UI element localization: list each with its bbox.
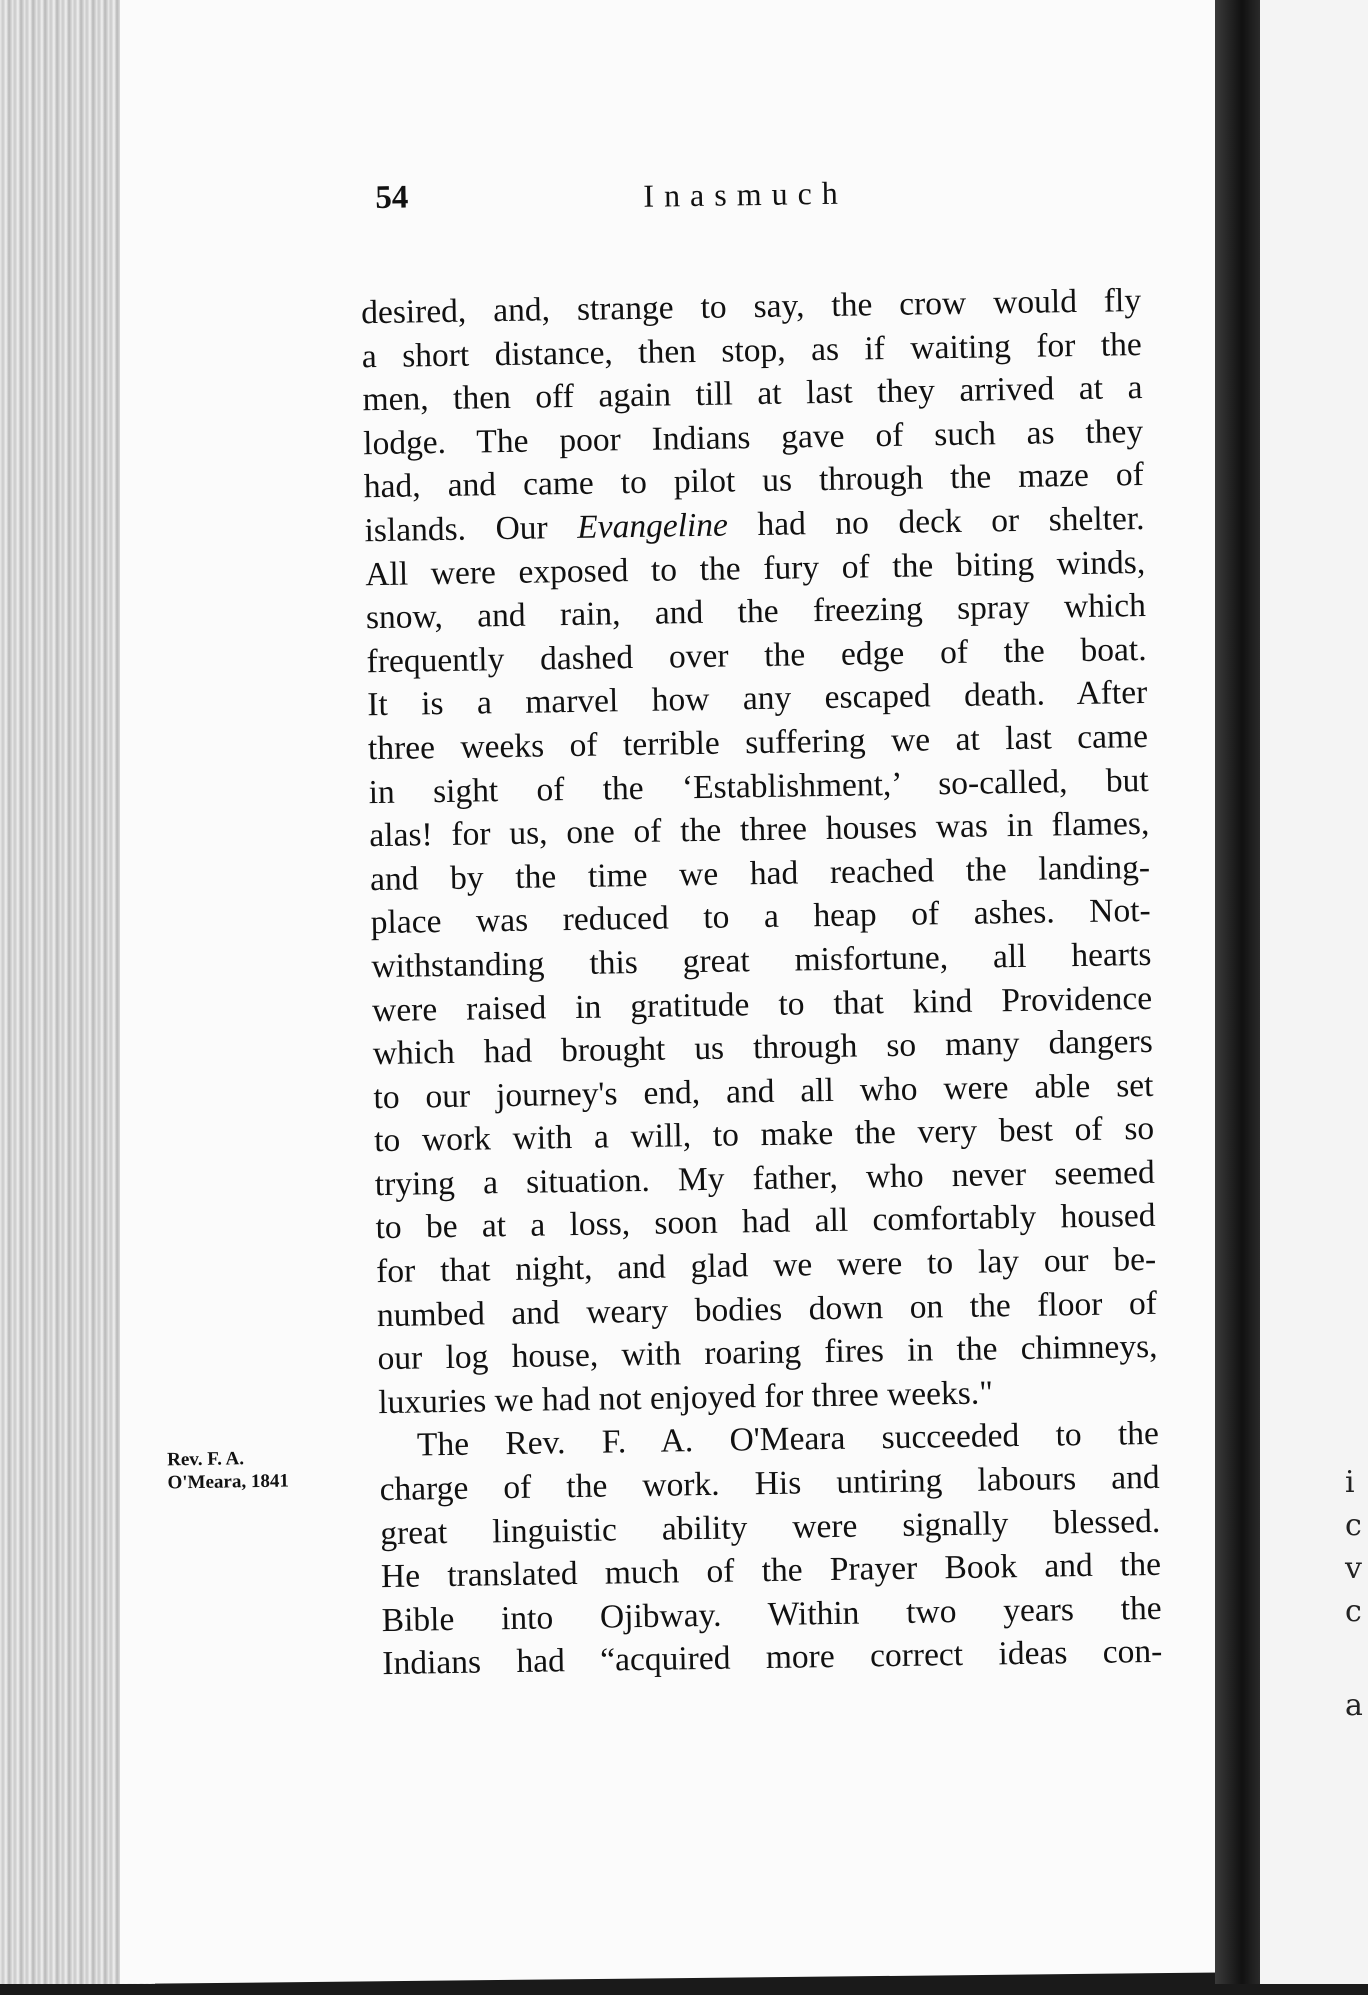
next-page-fragment: c bbox=[1345, 1508, 1362, 1543]
text-line: which had brought us through so many dangers bbox=[372, 1022, 1153, 1073]
text-line: lodge. The poor Indians gave of such as they bbox=[362, 412, 1144, 463]
page-number: 54 bbox=[375, 179, 409, 216]
text-line: luxuries we had not enjoyed for three weeks." bbox=[377, 1374, 994, 1421]
italic-ship-name: Evangeline bbox=[576, 506, 729, 546]
text-line: to be at a loss, soon had all comfortably housed bbox=[375, 1197, 1156, 1247]
margin-note bbox=[167, 1447, 289, 1495]
text-line: trying a situation. My father, who never seemed bbox=[374, 1153, 1156, 1204]
text-line: It is a marvel how any escaped death. After bbox=[367, 674, 1148, 724]
text-line: a short distance, then stop, as if waiting for the bbox=[361, 325, 1143, 375]
text-line: alas! for us, one of the three houses was in flames, bbox=[369, 805, 1150, 855]
next-page-fragment: i bbox=[1345, 1465, 1355, 1500]
next-page-fragment: a bbox=[1345, 1688, 1363, 1723]
text-line: for that night, and glad we were to lay our be- bbox=[375, 1240, 1157, 1291]
text-line: The Rev. F. A. O'Meara succeeded to the bbox=[416, 1415, 1160, 1464]
text-line: to work with a will, to make the very best of so bbox=[373, 1110, 1155, 1160]
margin-note-line: O'Meara, 1841 bbox=[167, 1470, 290, 1494]
text-line: were raised in gratitude to that kind Providence bbox=[371, 979, 1153, 1029]
next-page-fragment: c bbox=[1345, 1594, 1362, 1629]
text-line: three weeks of terrible suffering we at last came bbox=[367, 717, 1149, 768]
text-line: and by the time we had reached the landing- bbox=[369, 848, 1151, 898]
text-line: Indians had “acquired more correct ideas con- bbox=[382, 1633, 1163, 1683]
next-page-fragment: v bbox=[1345, 1551, 1362, 1586]
text-line: in sight of the ‘Establishment,’ so-called, but bbox=[368, 761, 1149, 811]
text-line: great linguistic ability were signally blessed. bbox=[380, 1502, 1161, 1552]
text-line: He translated much of the Prayer Book and the bbox=[380, 1546, 1162, 1596]
text-line: charge of the work. His untiring labours and bbox=[379, 1458, 1160, 1509]
text-line: our log house, with roaring fires in the chimneys, bbox=[377, 1328, 1158, 1378]
text-line: had, and came to pilot us through the maze of bbox=[363, 456, 1145, 506]
text-line: men, then off again till at last they arrived at a bbox=[362, 369, 1143, 419]
text-line: desired, and, strange to say, the crow would fly bbox=[360, 281, 1142, 332]
text-line: Bible into Ojibway. Within two years the bbox=[381, 1589, 1162, 1639]
page-title: Inasmuch bbox=[643, 174, 849, 214]
text-line: All were exposed to the fury of the biting winds, bbox=[364, 543, 1146, 593]
text-line: snow, and rain, and the freezing spray which bbox=[365, 587, 1147, 637]
text-line: numbed and weary bodies down on the floor of bbox=[376, 1284, 1158, 1334]
text-line-italic: islands. Our Evangeline had no deck or shelter. bbox=[364, 499, 1145, 550]
body-text bbox=[361, 279, 1163, 1686]
text-line: place was reduced to a heap of ashes. Not- bbox=[370, 892, 1151, 942]
text-line: to our journey's end, and all who were able set bbox=[373, 1066, 1154, 1116]
text-line: frequently dashed over the edge of the boat. bbox=[366, 630, 1147, 680]
text-line: withstanding this great misfortune, all hearts bbox=[371, 935, 1152, 986]
margin-note-line: Rev. F. A. bbox=[166, 1448, 245, 1471]
running-head bbox=[375, 168, 1136, 230]
